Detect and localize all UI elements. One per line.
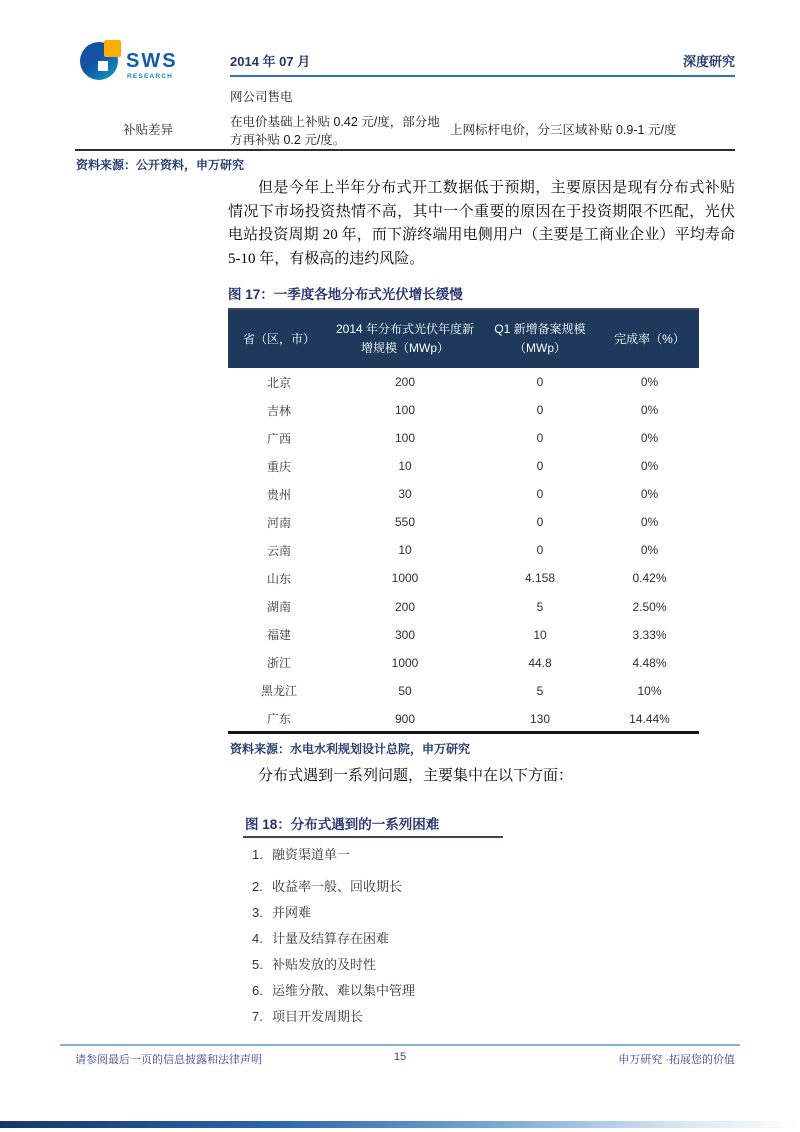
figure18-title-underline [243, 836, 503, 838]
table-cell: 北京 [266, 375, 291, 390]
table-cell: 0 [536, 515, 544, 530]
table-header-cell: 省（区，市） [242, 331, 315, 346]
table-cell: 河南 [266, 515, 291, 530]
table-cell: 30 [398, 487, 412, 502]
table-cell: 0.42% [632, 571, 667, 586]
table-cell: 10 [398, 459, 412, 474]
list-item-number: 4. [252, 931, 263, 946]
sws-logo-orange-square [104, 40, 121, 57]
list-item [252, 904, 592, 922]
table-cell: 0% [640, 543, 659, 558]
fig18-list [252, 846, 592, 1034]
table-cell: 10 [398, 543, 412, 558]
table-cell: 200 [394, 599, 416, 614]
table-cell: 5 [536, 599, 544, 614]
body-paragraph-1: 但是今年上半年分布式开工数据低于预期，主要原因是现有分布式补贴情况下市场投资热情不高，其中一个重要的原因在于投资期限不匹配，光伏电站投资周期 20 年，而下游终端用电侧用户（主要是工商业企业）平均寿命 5-10 年，有极高的违约风险。 [228, 180, 735, 267]
table-cell: 0% [640, 459, 659, 474]
table-row [228, 536, 699, 564]
table-cell: 重庆 [266, 459, 291, 474]
table-cell: 湖南 [266, 600, 291, 615]
table-cell: 0 [536, 543, 544, 558]
table-cell: 130 [529, 711, 551, 726]
header-doc-type: 深度研究 [682, 54, 735, 69]
list-item [252, 956, 592, 974]
logo-text: SWS [126, 50, 178, 72]
table-cell: 50 [398, 683, 412, 698]
header-date: 2014 年 07 月 [230, 54, 311, 69]
source-note-subsidy: 资料来源：公开资料，申万研究 [76, 158, 245, 172]
table-cell: 4.158 [524, 571, 556, 586]
table-cell: 云南 [266, 543, 291, 558]
table-cell: 山东 [266, 571, 291, 586]
list-item-text: 运维分散、难以集中管理 [272, 983, 416, 998]
sws-logo-notch [98, 61, 108, 71]
list-item-text: 融资渠道单一 [272, 847, 351, 862]
page-number: 15 [393, 1051, 407, 1063]
table-cell: 0 [536, 375, 544, 390]
table-cell: 0% [640, 515, 659, 530]
table-cell: 浙江 [266, 656, 291, 671]
list-item-number: 7. [252, 1009, 263, 1024]
subsidy-distributed-line2: 在电价基础上补贴 0.42 元/度，部分地 [230, 115, 440, 129]
table-cell: 0% [640, 403, 659, 418]
table-cell: 广西 [266, 431, 291, 446]
subsidy-distributed-line3: 方再补贴 0.2 元/度。 [230, 133, 346, 147]
table-row [228, 396, 699, 424]
table-header-cell: Q1 新增备案规模 （MWp） [494, 322, 586, 355]
table-cell: 贵州 [266, 487, 291, 502]
list-item-text: 计量及结算存在困难 [272, 931, 390, 946]
table-cell: 1000 [391, 655, 419, 670]
list-item-number: 3. [252, 905, 263, 920]
table-cell: 0% [640, 375, 659, 390]
table-row [228, 452, 699, 480]
table-row [228, 677, 699, 705]
table-row [228, 705, 699, 733]
list-item [252, 982, 592, 1000]
table-cell: 10 [533, 627, 547, 642]
list-item-number: 2. [252, 879, 263, 894]
subsidy-row-label: 补贴差异 [122, 123, 173, 137]
table-row [228, 621, 699, 649]
figure17-table-header [228, 310, 699, 368]
table-cell: 0 [536, 487, 544, 502]
body-paragraph-2: 分布式遇到一系列问题，主要集中在以下方面： [258, 768, 574, 784]
list-item [252, 878, 592, 896]
subsidy-station-cell: 上网标杆电价，分三区域补贴 0.9-1 元/度 [450, 123, 677, 137]
table-row [228, 564, 699, 592]
table-cell: 550 [394, 515, 416, 530]
list-item-number: 6. [252, 983, 263, 998]
table-cell: 200 [394, 375, 416, 390]
list-item-text: 收益率一般、回收期长 [272, 879, 403, 894]
table-cell: 900 [394, 711, 416, 726]
table-cell: 2.50% [632, 599, 667, 614]
table-cell: 4.48% [632, 655, 667, 670]
table-cell: 福建 [266, 628, 291, 643]
source-note-figure17: 资料来源：水电水利规划设计总院，申万研究 [230, 742, 471, 756]
footer-rule [60, 1044, 740, 1046]
footer-slogan: 申万研究 ·拓展您的价值 [618, 1054, 735, 1066]
table-row [228, 649, 699, 677]
table-cell: 0 [536, 403, 544, 418]
table-cell: 0 [536, 459, 544, 474]
figure17-title: 图 17：一季度各地分布式光伏增长缓慢 [228, 287, 463, 302]
list-item-text: 并网难 [272, 905, 312, 920]
logo-subtext: RESEARCH [127, 73, 174, 80]
table-cell: 1000 [391, 571, 419, 586]
figure17-table-bottom-border [228, 731, 699, 734]
list-item [252, 846, 592, 864]
subsidy-table-bottom-border [75, 149, 735, 151]
list-item-number: 5. [252, 957, 263, 972]
table-row [228, 593, 699, 621]
table-cell: 5 [536, 683, 544, 698]
table-cell: 0% [640, 431, 659, 446]
table-cell: 14.44% [629, 711, 670, 726]
bottom-gradient-bar [0, 1121, 800, 1128]
table-cell: 100 [394, 403, 416, 418]
list-item-text: 项目开发周期长 [272, 1009, 364, 1024]
table-cell: 3.33% [632, 627, 667, 642]
list-item [252, 1008, 592, 1026]
table-cell: 0 [536, 431, 544, 446]
footer-disclaimer: 请参阅最后一页的信息披露和法律声明 [75, 1054, 262, 1066]
table-row [228, 480, 699, 508]
list-item [252, 930, 592, 948]
header-rule [230, 75, 735, 77]
table-header-cell: 完成率（%） [614, 331, 685, 346]
table-cell: 300 [394, 627, 416, 642]
fig17-table-body [228, 368, 699, 733]
table-cell: 100 [394, 431, 416, 446]
table-row [228, 508, 699, 536]
table-cell: 10% [637, 683, 662, 698]
table-row [228, 424, 699, 452]
table-cell: 黑龙江 [260, 684, 297, 699]
table-cell: 44.8 [528, 655, 552, 670]
list-item-number: 1. [252, 847, 263, 862]
table-row [228, 368, 699, 396]
table-cell: 0% [640, 487, 659, 502]
subsidy-distributed-line1: 网公司售电 [230, 90, 293, 104]
list-item-text: 补贴发放的及时性 [272, 957, 377, 972]
table-cell: 吉林 [266, 403, 291, 418]
table-cell: 广东 [266, 712, 291, 727]
table-header-cell: 2014 年分布式光伏年度新 增规模（MWp） [335, 322, 475, 355]
figure18-title: 图 18：分布式遇到的一系列困难 [245, 817, 440, 832]
